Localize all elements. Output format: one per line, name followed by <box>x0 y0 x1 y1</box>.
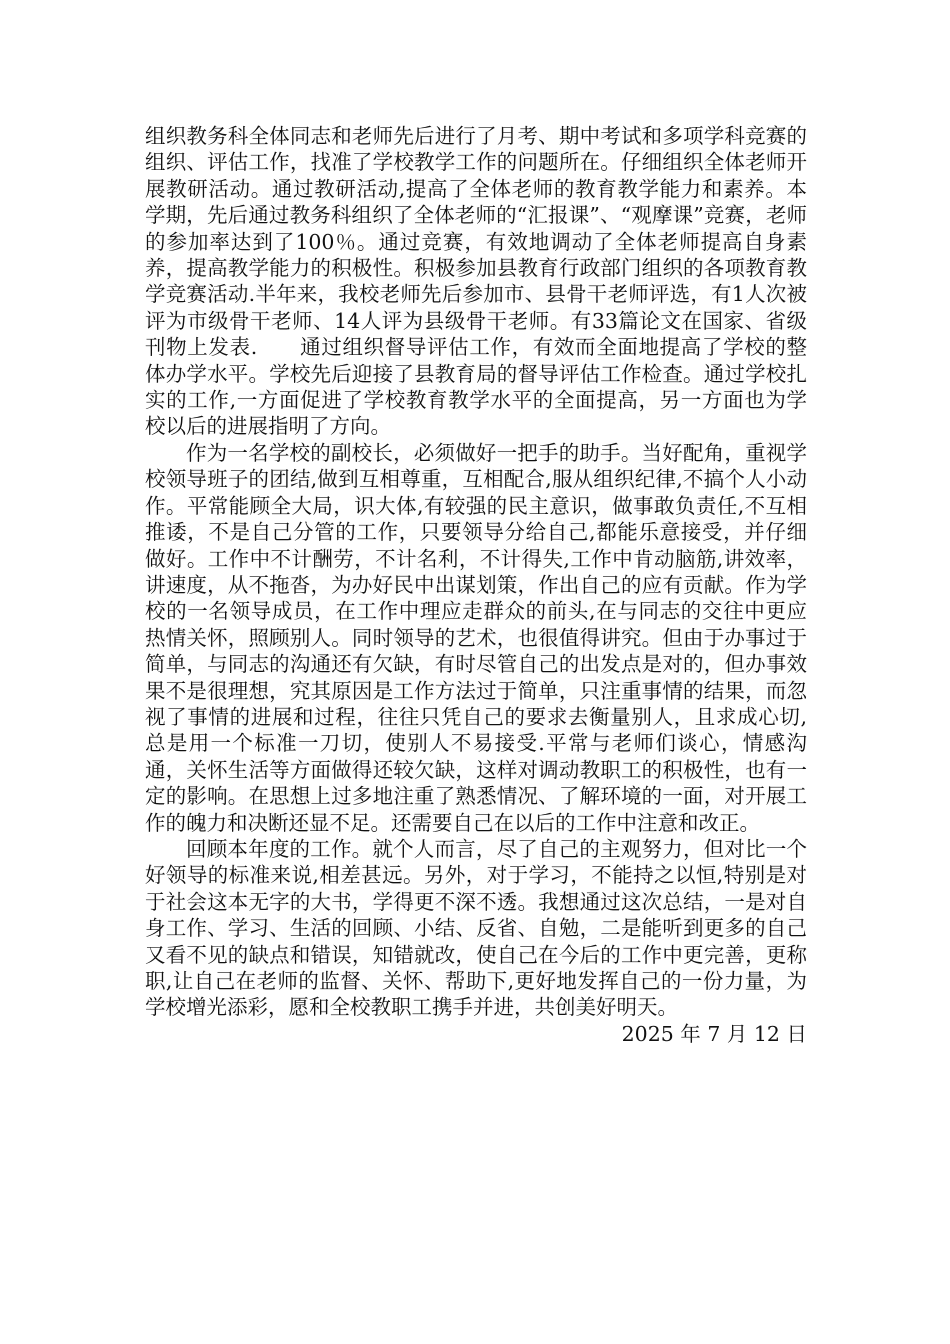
paragraph-3: 回顾本年度的工作。就个人而言，尽了自己的主观努力，但对比一个好领导的标准来说,相差甚远。另外，对于学习，不能持之以恒,特别是对于社会这本无字的大书，学得更不深不透。我想通过这次总结，一是对自身工作、学习、生活的回顾、小结、反省、自勉，二是能听到更多的自己又看不见的缺点和错误，知错就改，使自己在今后的工作中更完善，更称职,让自己在老师的监督、关怀、帮助下,更好地发挥自己的一份力量，为学校增光添彩，愿和全校教职工携手并进，共创美好明天。 <box>145 836 807 1020</box>
document-date: 2025 年 7 月 12 日 <box>621 1021 807 1046</box>
document-body <box>145 123 807 1047</box>
paragraph-2: 作为一名学校的副校长，必须做好一把手的助手。当好配角，重视学校领导班子的团结,做到互相尊重，互相配合,服从组织纪律,不搞个人小动作。平常能顾全大局，识大体,有较强的民主意识，做事敢负责任,不互相推诿，不是自己分管的工作，只要领导分给自己,都能乐意接受，并仔细做好。工作中不计酬劳，不计名利，不计得失,工作中肯动脑筋,讲效率，讲速度，从不拖沓，为办好民中出谋划策，作出自己的应有贡献。作为学校的一名领导成员，在工作中理应走群众的前头,在与同志的交往中更应热情关怀，照顾别人。同时领导的艺术，也很值得讲究。但由于办事过于简单，与同志的沟通还有欠缺，有时尽管自己的出发点是对的，但办事效果不是很理想，究其原因是工作方法过于简单，只注重事情的结果，而忽视了事情的进展和过程，往往只凭自己的要求去衡量别人，且求成心切,总是用一个标准一刀切，使别人不易接受.平常与老师们谈心，情感沟通，关怀生活等方面做得还较欠缺，这样对调动教职工的积极性，也有一定的影响。在思想上过多地注重了熟悉情况、了解环境的一面，对开展工作的魄力和决断还显不足。还需要自己在以后的工作中注意和改正。 <box>145 440 807 835</box>
paragraph-1: 组织教务科全体同志和老师先后进行了月考、期中考试和多项学科竞赛的组织、评估工作，找准了学校教学工作的问题所在。仔细组织全体老师开展教研活动。通过教研活动,提高了全体老师的教育教学能力和素养。本学期，先后通过教务科组织了全体老师的“汇报课”、“观摩课”竞赛，老师的参加率达到了100％。通过竞赛，有效地调动了全体老师提高自身素养，提高教学能力的积极性。积极参加县教育行政部门组织的各项教育教学竞赛活动.半年来，我校老师先后参加市、县骨干老师评选，有1人次被评为市级骨干老师、14人评为县级骨干老师。有33篇论文在国家、省级刊物上发表. 通过组织督导评估工作，有效而全面地提高了学校的整体办学水平。学校先后迎接了县教育局的督导评估工作检查。通过学校扎实的工作,一方面促进了学校教育教学水平的全面提高，另一方面也为学校以后的进展指明了方向。 <box>145 124 807 439</box>
